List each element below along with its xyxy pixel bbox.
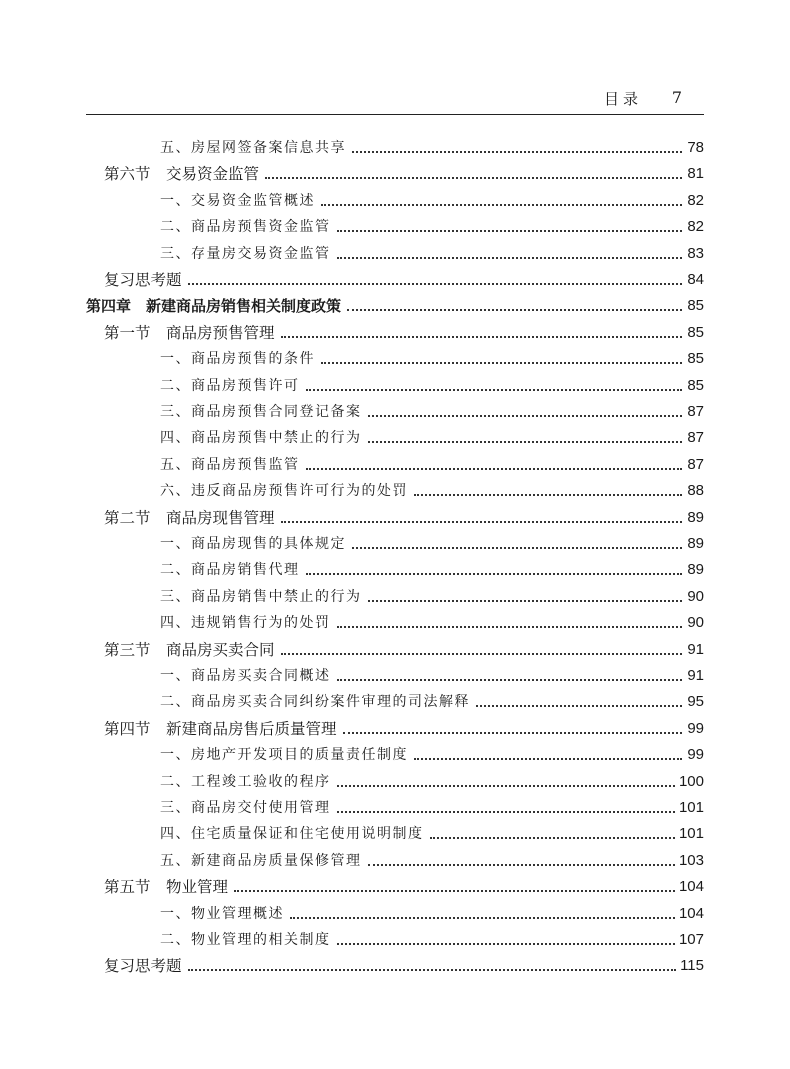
toc-entry-page: 100 bbox=[678, 772, 704, 790]
running-title: 目录 bbox=[603, 90, 642, 108]
toc-entry-page: 99 bbox=[687, 746, 704, 764]
toc-entry[interactable] bbox=[160, 766, 704, 792]
toc-entry-title: 二、商品房预售许可 bbox=[160, 377, 300, 394]
toc-entry-title: 一、交易资金监管概述 bbox=[160, 192, 315, 209]
toc-entry[interactable] bbox=[160, 581, 704, 607]
dot-leader bbox=[288, 904, 677, 924]
toc-entry-page: 88 bbox=[687, 482, 704, 500]
toc-entry-title: 第五节 物业管理 bbox=[104, 878, 229, 897]
dot-leader bbox=[350, 138, 684, 158]
toc-entry[interactable] bbox=[160, 238, 704, 264]
toc-entry-title: 第四节 新建商品房售后质量管理 bbox=[104, 719, 337, 738]
toc-entry[interactable] bbox=[104, 317, 704, 343]
toc-entry-title: 四、违规销售行为的处罚 bbox=[160, 615, 331, 632]
dot-leader bbox=[232, 877, 677, 897]
toc-entry-page: 89 bbox=[687, 508, 704, 526]
toc-entry-title: 第一节 商品房预售管理 bbox=[104, 323, 275, 342]
toc-entry-page: 87 bbox=[687, 429, 704, 447]
toc-entry-title: 二、工程竣工验收的程序 bbox=[160, 773, 331, 790]
toc-entry-page: 85 bbox=[687, 350, 704, 368]
toc-entry-page: 85 bbox=[687, 376, 704, 394]
toc-entry[interactable] bbox=[160, 924, 704, 950]
toc-entry-title: 六、违反商品房预售许可行为的处罚 bbox=[160, 483, 408, 500]
toc-entry-page: 101 bbox=[678, 799, 704, 816]
toc-entry-title: 三、商品房交付使用管理 bbox=[160, 800, 331, 816]
dot-leader bbox=[319, 191, 684, 211]
toc-entry-title: 三、商品房预售合同登记备案 bbox=[160, 404, 362, 420]
toc-entry[interactable] bbox=[104, 264, 704, 290]
toc-entry-page: 78 bbox=[687, 139, 704, 156]
toc-entry[interactable] bbox=[86, 290, 704, 316]
toc-entry-title: 四、住宅质量保证和住宅使用说明制度 bbox=[160, 826, 424, 843]
toc-entry[interactable] bbox=[160, 607, 704, 633]
dot-leader bbox=[279, 640, 684, 660]
dot-leader bbox=[335, 244, 685, 264]
toc-entry-title: 二、物业管理的相关制度 bbox=[160, 932, 331, 948]
dot-leader bbox=[335, 217, 685, 237]
toc-entry-page: 85 bbox=[687, 297, 704, 315]
toc-entry-page: 99 bbox=[687, 719, 704, 737]
toc-entry[interactable] bbox=[160, 422, 704, 448]
toc-entry-page: 115 bbox=[680, 957, 704, 975]
dot-leader bbox=[304, 376, 685, 396]
toc-entry-page: 91 bbox=[687, 667, 704, 684]
toc-entry[interactable] bbox=[160, 132, 704, 158]
toc-entry-page: 87 bbox=[687, 403, 704, 420]
toc-entry-page: 82 bbox=[687, 218, 704, 236]
toc-entry-page: 89 bbox=[687, 535, 704, 552]
toc-entry-title: 第二节 商品房现售管理 bbox=[104, 508, 275, 527]
dot-leader bbox=[263, 164, 684, 184]
toc-entry-page: 91 bbox=[687, 640, 704, 658]
toc-entry-page: 82 bbox=[687, 191, 704, 209]
toc-entry[interactable] bbox=[160, 528, 704, 554]
dot-leader bbox=[186, 956, 679, 976]
toc-entry[interactable] bbox=[104, 158, 704, 184]
dot-leader bbox=[279, 323, 684, 343]
toc-entry-page: 104 bbox=[678, 878, 704, 896]
toc-entry-page: 84 bbox=[687, 271, 704, 288]
dot-leader bbox=[474, 692, 684, 712]
dot-leader bbox=[366, 402, 685, 422]
toc-entry-page: 101 bbox=[678, 825, 704, 843]
toc-entry[interactable] bbox=[160, 818, 704, 844]
toc-entry[interactable] bbox=[104, 871, 704, 897]
dot-leader bbox=[366, 587, 685, 607]
toc-entry-page: 83 bbox=[687, 244, 704, 262]
dot-leader bbox=[345, 296, 684, 316]
toc-entry-title: 五、房屋网签备案信息共享 bbox=[160, 140, 346, 156]
toc-entry[interactable] bbox=[104, 634, 704, 660]
toc-entry-title: 第三节 商品房买卖合同 bbox=[104, 640, 275, 659]
toc-entry-page: 89 bbox=[687, 561, 704, 579]
toc-entry-page: 104 bbox=[678, 904, 704, 922]
toc-entry-page: 81 bbox=[687, 165, 704, 183]
dot-leader bbox=[186, 270, 684, 290]
toc-entry-title: 第六节 交易资金监管 bbox=[104, 165, 260, 184]
toc-entry[interactable] bbox=[160, 686, 704, 712]
toc-entry-title: 一、商品房预售的条件 bbox=[160, 351, 315, 368]
dot-leader bbox=[366, 851, 677, 871]
toc-entry-title: 一、商品房买卖合同概述 bbox=[160, 668, 331, 684]
page-number: 7 bbox=[671, 88, 682, 107]
toc-entry-title: 二、商品房预售资金监管 bbox=[160, 219, 331, 236]
toc-entry[interactable] bbox=[160, 898, 704, 924]
toc-entry-title: 一、房地产开发项目的质量责任制度 bbox=[160, 747, 408, 764]
dot-leader bbox=[304, 560, 685, 580]
toc-entry-page: 90 bbox=[687, 587, 704, 605]
toc-entry-title: 复习思考题 bbox=[104, 271, 182, 289]
toc-entry-title: 二、商品房销售代理 bbox=[160, 562, 300, 579]
toc-entry[interactable] bbox=[160, 185, 704, 211]
toc-entry-title: 三、存量房交易资金监管 bbox=[160, 245, 331, 262]
toc-entry[interactable] bbox=[160, 370, 704, 396]
dot-leader bbox=[279, 508, 684, 528]
dot-leader bbox=[341, 719, 684, 739]
toc-entry[interactable] bbox=[160, 449, 704, 475]
toc-entry-title: 三、商品房销售中禁止的行为 bbox=[160, 588, 362, 605]
page-header bbox=[86, 88, 704, 115]
dot-leader bbox=[319, 349, 684, 369]
dot-leader bbox=[335, 666, 685, 686]
toc-entry-title: 五、商品房预售监管 bbox=[160, 456, 300, 473]
toc-entry[interactable] bbox=[160, 792, 704, 818]
dot-leader bbox=[335, 798, 677, 818]
dot-leader bbox=[412, 745, 684, 765]
toc-entry-page: 95 bbox=[687, 693, 704, 711]
dot-leader bbox=[335, 930, 677, 950]
toc-entry[interactable] bbox=[160, 211, 704, 237]
toc-entry[interactable] bbox=[160, 660, 704, 686]
dot-leader bbox=[428, 824, 677, 844]
toc-entry[interactable] bbox=[160, 343, 704, 369]
toc-entry-title: 二、商品房买卖合同纠纷案件审理的司法解释 bbox=[160, 694, 470, 711]
toc-entry-page: 87 bbox=[687, 455, 704, 473]
dot-leader bbox=[304, 455, 685, 475]
toc-entry[interactable] bbox=[160, 554, 704, 580]
toc-entry[interactable] bbox=[104, 502, 704, 528]
toc-entry[interactable] bbox=[104, 713, 704, 739]
toc-entry[interactable] bbox=[104, 950, 704, 976]
toc-entry-page: 103 bbox=[678, 851, 704, 869]
toc-entry[interactable] bbox=[160, 739, 704, 765]
toc-entry-title: 复习思考题 bbox=[104, 957, 182, 976]
dot-leader bbox=[412, 481, 684, 501]
toc-entry[interactable] bbox=[160, 475, 704, 501]
dot-leader bbox=[366, 428, 685, 448]
toc-entry-page: 107 bbox=[678, 931, 704, 948]
toc-entry[interactable] bbox=[160, 845, 704, 871]
toc-entry[interactable] bbox=[160, 396, 704, 422]
toc-entry-title: 一、商品房现售的具体规定 bbox=[160, 536, 346, 552]
toc-entry-page: 85 bbox=[687, 323, 704, 341]
toc-entry-title: 五、新建商品房质量保修管理 bbox=[160, 852, 362, 869]
dot-leader bbox=[335, 613, 685, 633]
dot-leader bbox=[350, 534, 684, 554]
toc-entry-title: 一、物业管理概述 bbox=[160, 905, 284, 922]
dot-leader bbox=[335, 772, 677, 792]
toc-entry-title: 第四章 新建商品房销售相关制度政策 bbox=[86, 297, 342, 316]
toc-entry-title: 四、商品房预售中禁止的行为 bbox=[160, 430, 362, 447]
toc-entry-page: 90 bbox=[687, 614, 704, 632]
